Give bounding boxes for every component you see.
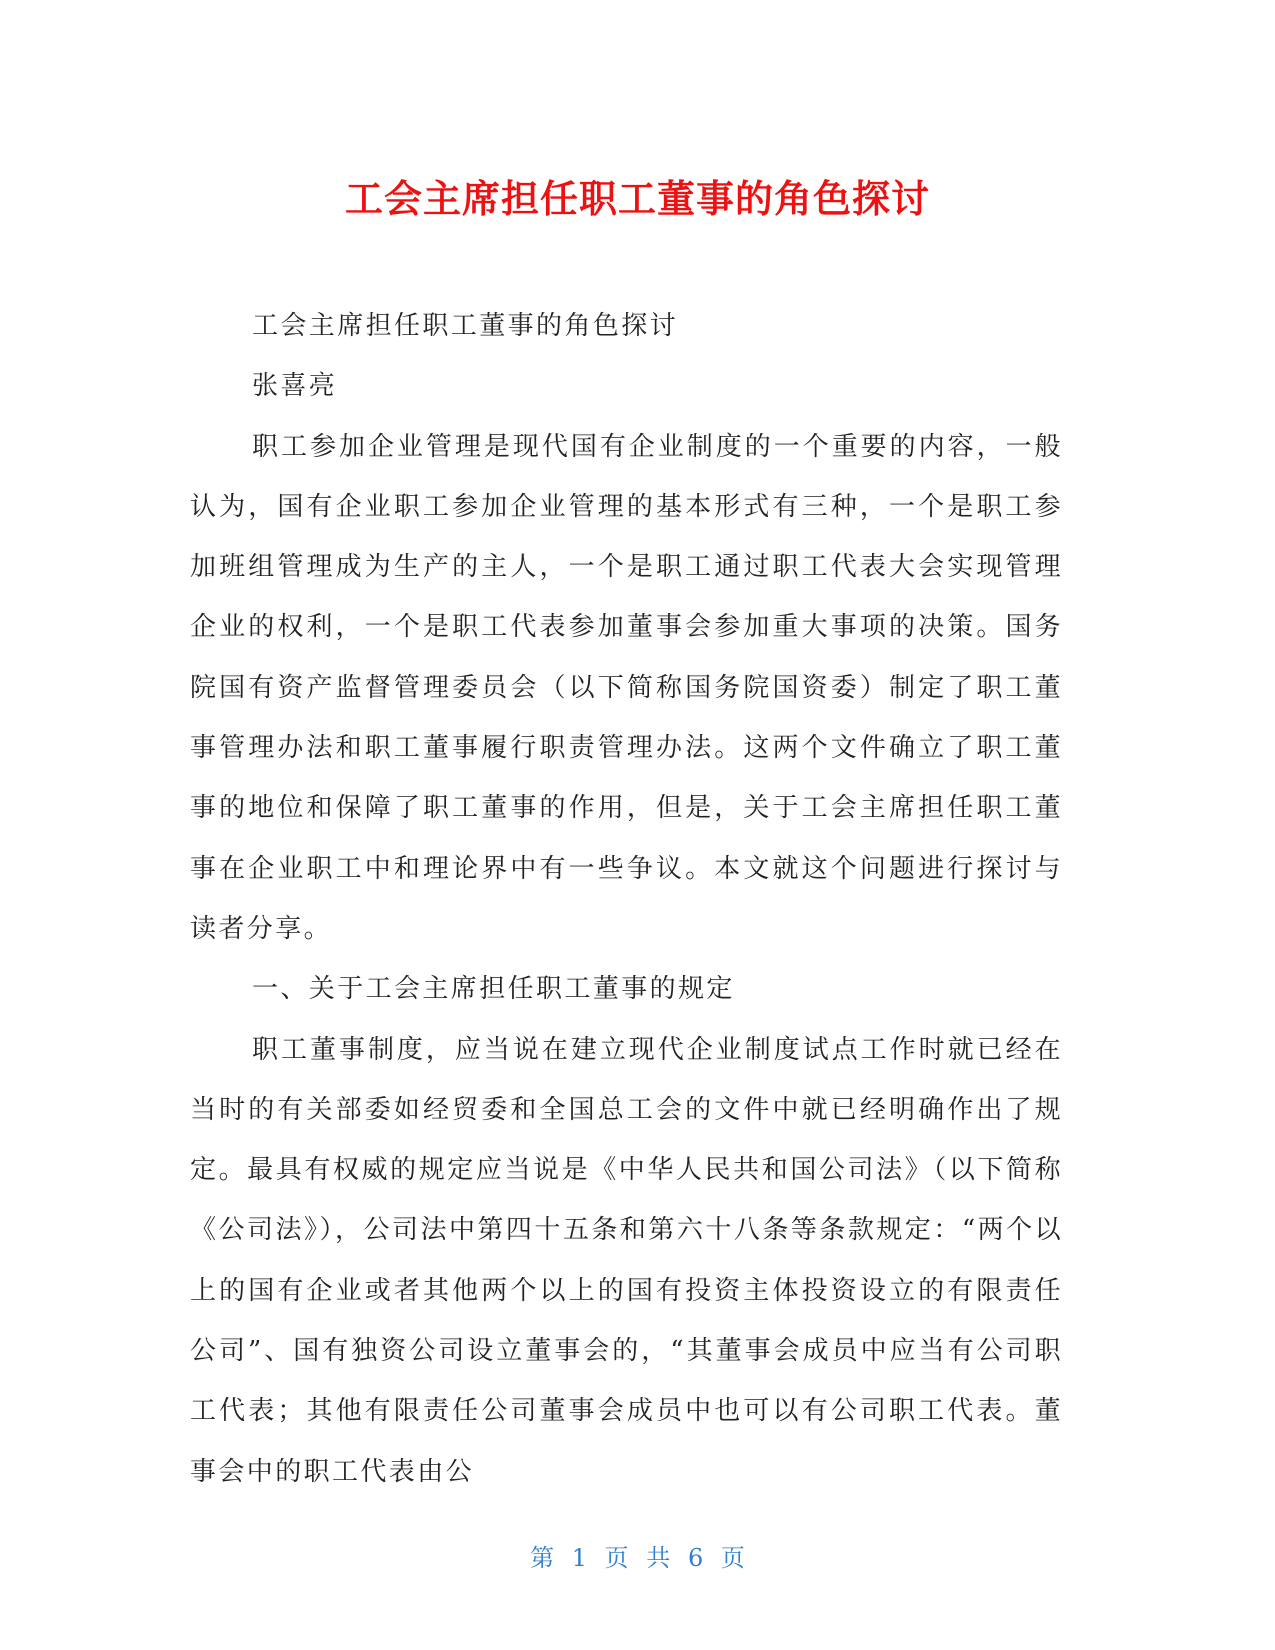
document-body	[190, 296, 1063, 1502]
body-paragraph: 职工董事制度，应当说在建立现代企业制度试点工作时就已经在当时的有关部委如经贸委和全国总工会的文件中就已经明确作出了规定。最具有权威的规定应当说是《中华人民共和国公司法》（以下简称《公司法》），公司法中第四十五条和第六十八条等条款规定：“两个以上的国有企业或者其他两个以上的国有投资主体投资设立的有限责任公司”、国有独资公司设立董事会的，“其董事会成员中应当有公司职工代表；其他有限责任公司董事会成员中也可以有公司职工代表。董事会中的职工代表由公	[190, 1034, 1063, 1487]
subtitle-paragraph: 工会主席担任职工董事的角色探讨	[252, 311, 679, 341]
author-paragraph: 张喜亮	[252, 371, 338, 402]
section-heading: 一、关于工会主席担任职工董事的规定	[252, 974, 735, 1005]
body-paragraph: 职工参加企业管理是现代国有企业制度的一个重要的内容，一般认为，国有企业职工参加企业管理的基本形式有三种，一个是职工参加班组管理成为生产的主人，一个是职工通过职工代表大会实现管理企业的权利，一个是职工代表参加董事会参加重大事项的决策。国务院国有资产监督管理委员会（以下简称国务院国资委）制定了职工董事管理办法和职工董事履行职责管理办法。这两个文件确立了职工董事的地位和保障了职工董事的作用，但是，关于工会主席担任职工董事在企业职工中和理论界中有一些争议。本文就这个问题进行探讨与读者分享。	[190, 431, 1063, 944]
document-title: 工会主席担任职工董事的角色探讨	[344, 177, 930, 221]
page-number-footer: 第 1 页 共 6 页	[530, 1544, 745, 1572]
